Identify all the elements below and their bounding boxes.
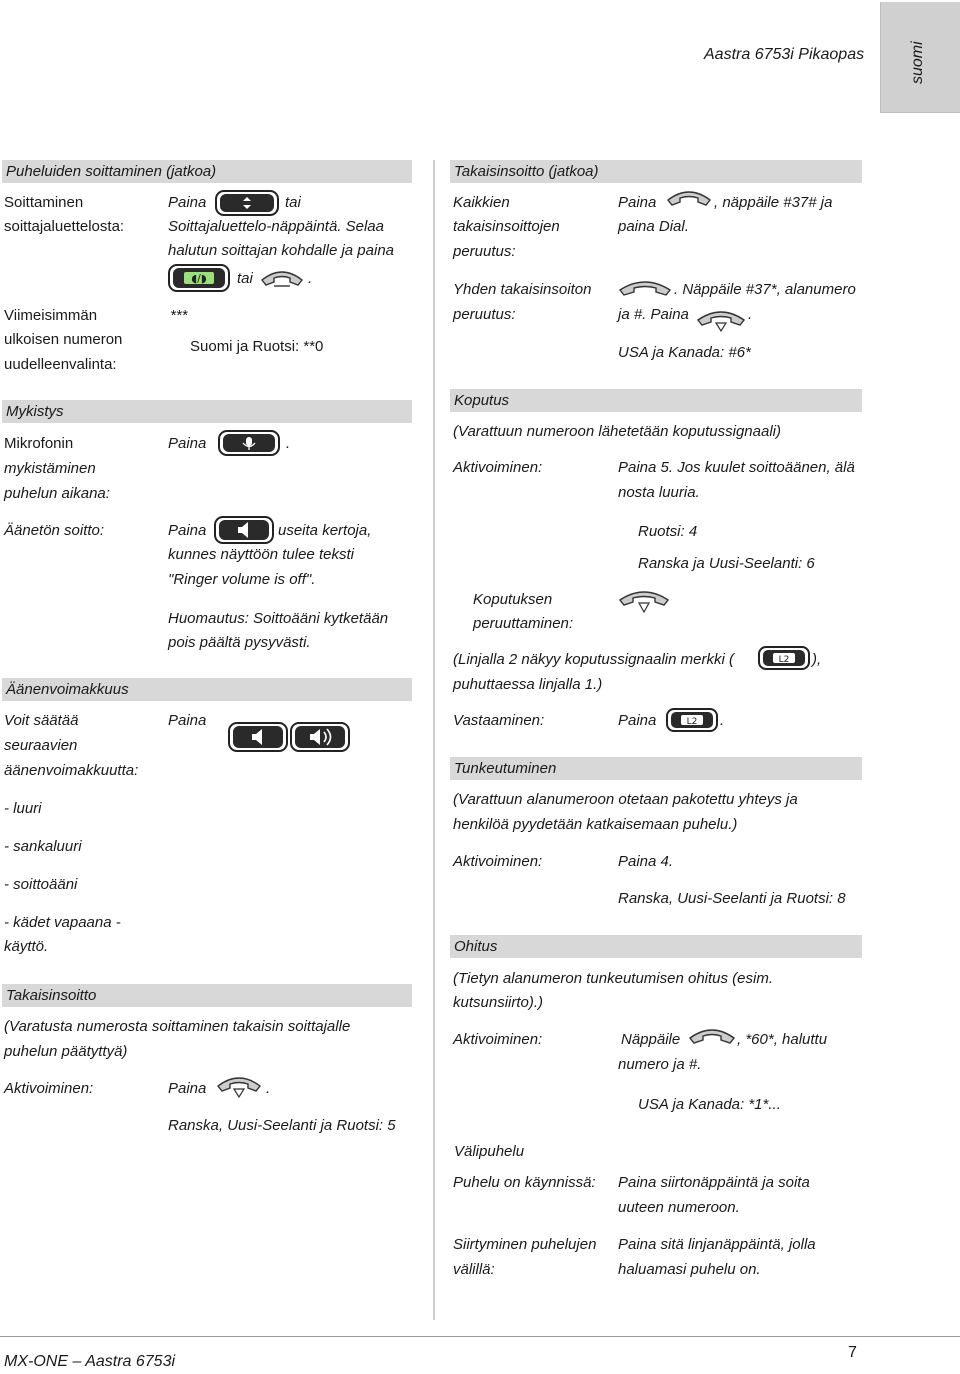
- side-tab-label: suomi: [909, 41, 926, 84]
- handset-icon: [214, 1072, 264, 1100]
- dial-list-label-2: soittajaluettelosta:: [4, 218, 125, 235]
- cancel-one-text-2: ja #. Paina: [618, 306, 689, 323]
- cancel-all-text-1: , näppäile #37# ja: [714, 194, 833, 211]
- dial-list-tai-1: tai: [285, 194, 301, 211]
- knock-note-2: Ranska ja Uusi-Seelanti: 6: [638, 555, 815, 572]
- footer-left: MX-ONE – Aastra 6753i: [4, 1353, 176, 1370]
- handset-icon: [616, 586, 672, 616]
- inquiry-label-2a: Siirtyminen puhelujen: [453, 1236, 597, 1253]
- section-bar-mute: Mykistys: [2, 400, 412, 423]
- callback-activate: Aktivoiminen:: [4, 1080, 94, 1097]
- goodbye-key-icon: [168, 264, 230, 292]
- dial-list-paina: Paina: [168, 194, 207, 211]
- volume-paina: Paina: [168, 712, 207, 729]
- bypass-activate: Aktivoiminen:: [453, 1031, 543, 1048]
- section-bar-callback-cont: Takaisinsoitto (jatkoa): [450, 160, 862, 183]
- svg-text:L2: L2: [686, 717, 698, 727]
- silent-paina: Paina: [168, 522, 207, 539]
- dial-list-dot: .: [308, 270, 313, 287]
- cancel-one-label-2: peruutus:: [453, 306, 516, 323]
- mute-label-2: mykistäminen: [4, 460, 96, 477]
- intrude-note: Ranska, Uusi-Seelanti ja Ruotsi: 8: [618, 890, 846, 907]
- silent-note-2: pois päältä pysyvästi.: [168, 634, 311, 651]
- inquiry-value-1b: uuteen numeroon.: [618, 1199, 740, 1216]
- cancel-one-text-1: . Näppäile #37*, alanumero: [674, 281, 856, 298]
- silent-text-1: useita kertoja,: [278, 522, 372, 539]
- inquiry-label-2b: välillä:: [453, 1261, 495, 1278]
- mute-label-3: puhelun aikana:: [4, 485, 110, 502]
- line-l2-key-icon: [758, 646, 810, 670]
- knock-text-2: nosta luuria.: [618, 484, 700, 501]
- handset-icon: [664, 186, 714, 212]
- intrude-value: Paina 4.: [618, 853, 674, 870]
- cancel-one-note: USA ja Kanada: #6*: [618, 344, 751, 361]
- bypass-desc-1: (Tietyn alanumeron tunkeutumisen ohitus (esim.: [453, 970, 774, 987]
- section-bar-callback: Takaisinsoitto: [2, 984, 412, 1007]
- callback-desc-2: puhelun päätyttyä): [4, 1043, 128, 1060]
- section-bar-bypass: Ohitus: [450, 935, 862, 958]
- bypass-note: USA ja Kanada: *1*...: [638, 1096, 781, 1113]
- knock-line2-1b: ),: [812, 651, 822, 668]
- volume-label-1: Voit säätää: [4, 712, 79, 729]
- mute-label-1: Mikrofonin: [4, 435, 74, 452]
- side-tab: [880, 2, 960, 113]
- svg-text:◖/◗: ◖/◗: [191, 272, 207, 285]
- cancel-one-dot: .: [748, 306, 753, 323]
- redial-note: Suomi ja Ruotsi: **0: [190, 338, 324, 355]
- bypass-text-2: numero ja #.: [618, 1056, 702, 1073]
- volume-item-handsfree-1: - kädet vapaana -: [4, 914, 121, 931]
- knock-desc: (Varattuun numeroon lähetetään koputussignaali): [453, 423, 781, 440]
- dial-list-tai-2: tai: [237, 270, 253, 287]
- callback-dot: .: [266, 1080, 271, 1097]
- inquiry-label-1: Puhelu on käynnissä:: [453, 1174, 596, 1191]
- mute-dot: .: [286, 435, 291, 452]
- volume-item-handset: - luuri: [4, 800, 42, 817]
- footer-rule: [0, 1336, 960, 1337]
- volume-label-3: äänenvoimakkuutta:: [4, 762, 139, 779]
- knock-activate: Aktivoiminen:: [453, 459, 543, 476]
- line-l2-key-icon: [666, 708, 718, 732]
- header-title: Aastra 6753i Pikaopas: [704, 46, 865, 63]
- volume-item-ringer: - soittoääni: [4, 876, 78, 893]
- silent-text-3: "Ringer volume is off".: [168, 571, 316, 588]
- dial-list-line-3: halutun soittajan kohdalle ja paina: [168, 242, 395, 259]
- volume-down-key-icon: [214, 516, 274, 544]
- intrude-desc-1: (Varattuun alanumeroon otetaan pakotettu yhteys ja: [453, 791, 798, 808]
- cancel-all-text-2: paina Dial.: [618, 218, 689, 235]
- knock-line2-1a: (Linjalla 2 näkyy koputussignaalin merkki (: [453, 651, 734, 668]
- knock-answer: Vastaaminen:: [453, 712, 545, 729]
- volume-item-headset: - sankaluuri: [4, 838, 82, 855]
- cancel-one-label-1: Yhden takaisinsoiton: [453, 281, 592, 298]
- redial-label-2: ulkoisen numeron: [4, 331, 123, 348]
- dial-list-line-2: Soittajaluettelo-näppäintä. Selaa: [168, 218, 384, 235]
- callers-list-key-icon: [215, 190, 279, 216]
- section-bar-inquiry: Välipuhelu: [450, 1140, 862, 1163]
- cancel-all-label-2: takaisinsoittojen: [453, 218, 560, 235]
- knock-line2-2: puhuttaessa linjalla 1.): [453, 676, 603, 693]
- intrude-activate: Aktivoiminen:: [453, 853, 543, 870]
- redial-code: ***: [170, 307, 188, 324]
- knock-text-1: Paina 5. Jos kuulet soittoäänen, älä: [618, 459, 855, 476]
- volume-label-2: seuraavien: [4, 737, 78, 754]
- knock-answer-dot: .: [720, 712, 725, 729]
- redial-label-1: Viimeisimmän: [4, 307, 98, 324]
- callback-desc-1: (Varatusta numerosta soittaminen takaisin soittajalle: [4, 1018, 351, 1035]
- handset-icon: [694, 306, 748, 334]
- volume-item-handsfree-2: käyttö.: [4, 938, 49, 955]
- handset-icon: [616, 276, 674, 300]
- handset-icon: [258, 266, 306, 290]
- knock-cancel-label-1: Koputuksen: [473, 591, 553, 608]
- section-bar-knock: Koputus: [450, 389, 862, 412]
- bypass-desc-2: kutsunsiirto).): [453, 994, 544, 1011]
- handset-icon: [686, 1024, 738, 1050]
- dial-list-label-1: Soittaminen: [4, 194, 84, 211]
- cancel-all-paina: Paina: [618, 194, 657, 211]
- knock-cancel-label-2: peruuttaminen:: [473, 615, 574, 632]
- silent-text-2: kunnes näyttöön tulee teksti: [168, 546, 354, 563]
- inquiry-value-2b: haluamasi puhelu on.: [618, 1261, 761, 1278]
- section-bar-calls-cont: Puheluiden soittaminen (jatkoa): [2, 160, 412, 183]
- mute-paina: Paina: [168, 435, 207, 452]
- cancel-all-label-1: Kaikkien: [453, 194, 510, 211]
- knock-answer-paina: Paina: [618, 712, 657, 729]
- mute-key-icon: [218, 430, 280, 456]
- redial-label-3: uudelleenvalinta:: [4, 356, 117, 373]
- callback-paina: Paina: [168, 1080, 207, 1097]
- column-divider: [433, 160, 435, 1320]
- silent-note-1: Huomautus: Soittoääni kytketään: [168, 610, 389, 627]
- inquiry-value-2a: Paina sitä linjanäppäintä, jolla: [618, 1236, 816, 1253]
- volume-keys-icon: [228, 722, 350, 752]
- bypass-napp: Näppäile: [621, 1031, 681, 1048]
- knock-note-1: Ruotsi: 4: [638, 523, 698, 540]
- intrude-desc-2: henkilöä pyydetään katkaisemaan puhelu.): [453, 816, 738, 833]
- cancel-all-label-3: peruutus:: [453, 243, 516, 260]
- section-bar-volume: Äänenvoimakkuus: [2, 678, 412, 701]
- section-bar-intrude: Tunkeutuminen: [450, 757, 862, 780]
- bypass-text-1: , *60*, haluttu: [737, 1031, 828, 1048]
- silent-label: Äänetön soitto:: [4, 522, 105, 539]
- callback-note: Ranska, Uusi-Seelanti ja Ruotsi: 5: [168, 1117, 396, 1134]
- inquiry-value-1a: Paina siirtonäppäintä ja soita: [618, 1174, 810, 1191]
- page-number: 7: [848, 1344, 857, 1361]
- svg-text:L2: L2: [778, 655, 790, 665]
